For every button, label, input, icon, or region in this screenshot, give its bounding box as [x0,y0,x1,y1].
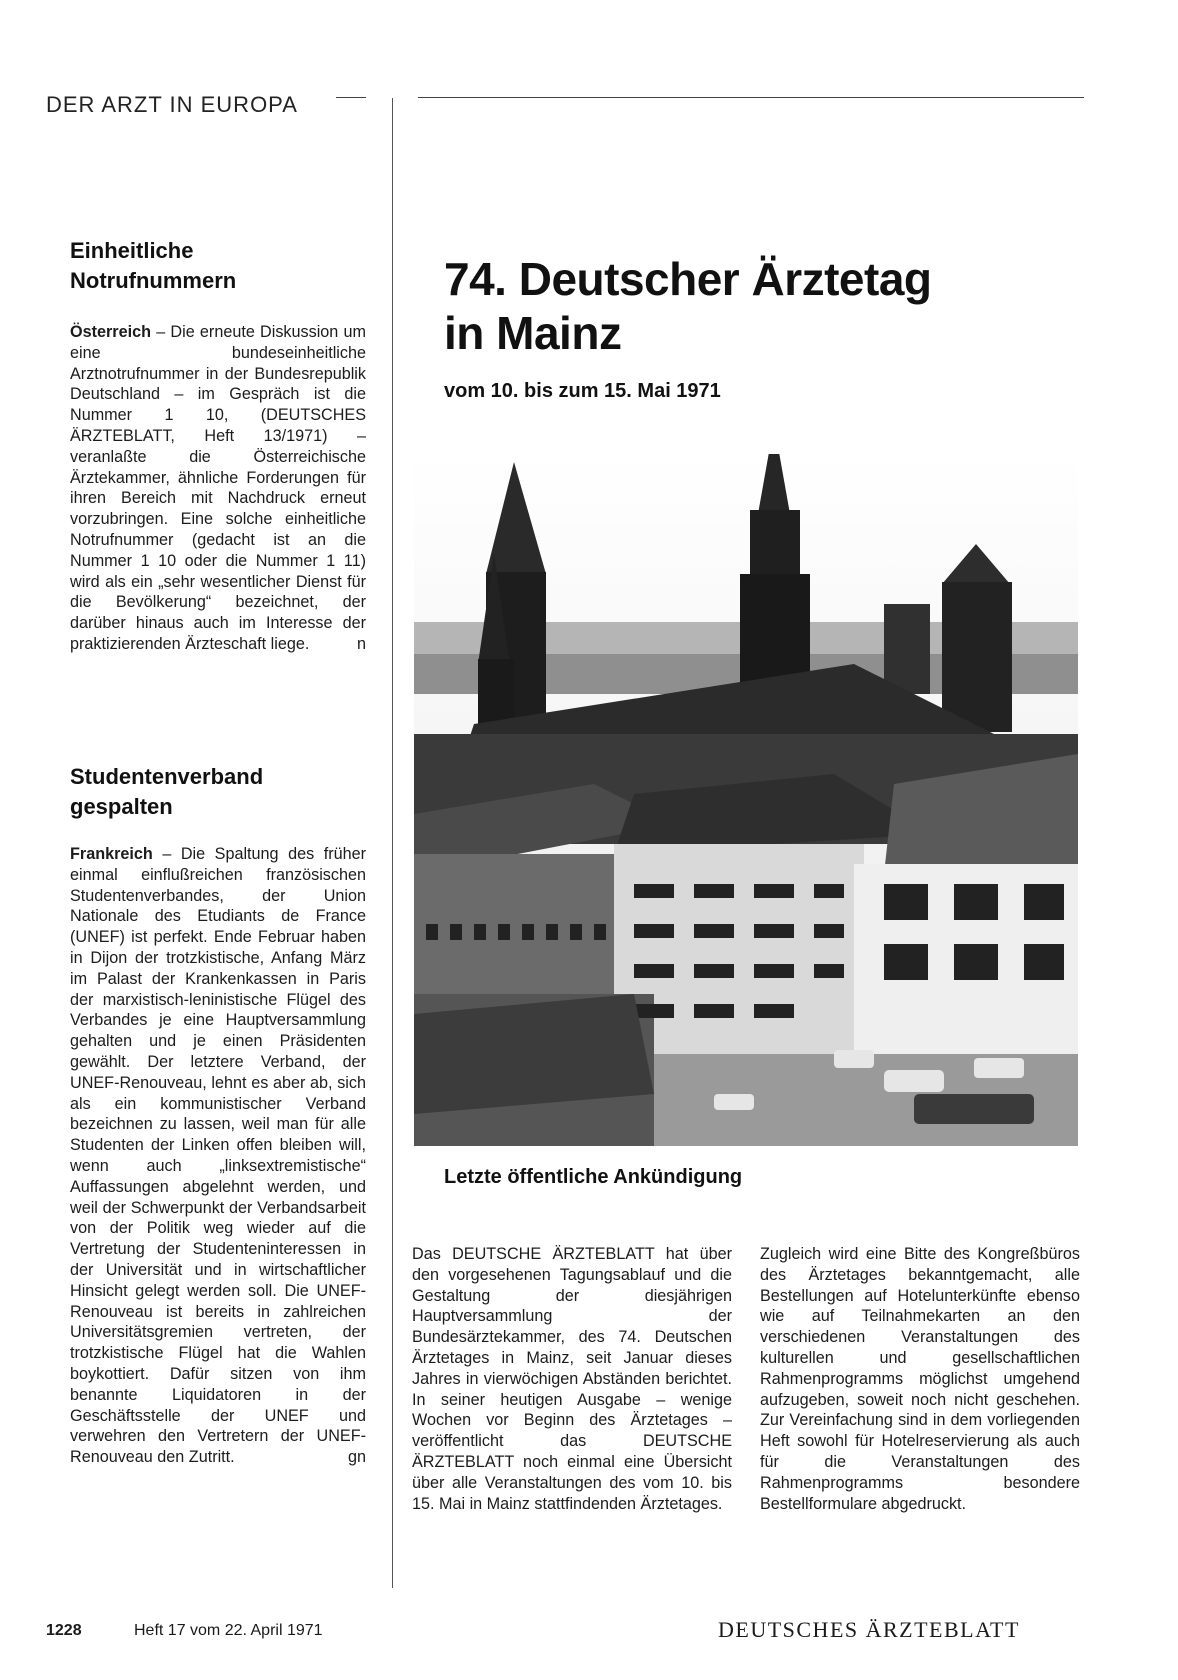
page-number: 1228 [46,1622,82,1639]
issue-info: Heft 17 vom 22. April 1971 [134,1622,323,1639]
article-body: Frankreich – Die Spaltung des früher einmal einflußreichen französischen Studentenverbandes, der Union Nationale des Etudiants de France (UNEF) ist perfekt. Ende Februar haben in Dijon der trotzkistische, Anfang März im Palast der Krankenkassen in Paris der marxistisch-leninistische Flügel des Verbandes je eine Hauptversammlung gehalten und je einen Präsidenten gewählt. Der letztere Verband, der UNEF-Renouveau, lehnt es aber ab, sich als ein kommunistischer Verband bezeichnen zu lassen, weil man für alle Studenten der Linken offen bleiben will, wenn auch „linksextremistische“ Auffassungen abgelehnt werden, und weil der Schwerpunkt der Verbandsarbeit von der Politik weg wieder auf die Vertretung der Studenteninteressen in der Universität und in wirtschaftlicher Hinsicht gelegt werden soll. Die UNEF-Renouveau ist bereits in zahlreichen Universitätsgremien vertreten, der trotzkistische Flügel hat die Wahlen boykottiert. Dafür sitzen von ihm benannte Liquidatoren in der Geschäftsstelle der UNEF und verwehren den Vertretern der UNEF-Renouveau den Zutritt. gn [70,845,366,1467]
article-headline: Einheitliche Notrufnummern [70,238,237,293]
main-title: 74. Deutscher Ärztetag in Mainz [444,253,932,359]
main-article-column-2: Zugleich wird eine Bitte des Kongreßbüros des Ärztetages bekanntgemacht, alle Bestellungen auf Hotelunterkünfte ebenso wie auf Teilnahmekarten an den verschiedenen Veranstaltungen des kulturellen und gesellschaftlichen Rahmenprogramms möglichst umgehend aufzugeben, soweit noch nicht geschehen. Zur Vereinfachung sind in dem vorliegenden Heft sowohl für Hotelreservierung als auch für die Veranstaltungen des Rahmenprogramms besondere Bestellformulare abgedruckt. [760,1245,1080,1513]
article-body: Österreich – Die erneute Diskussion um eine bundeseinheitliche Arztnotrufnummer in der Bundesrepublik Deutschland – im Gespräch ist die Nummer 1 10, (DEUTSCHES ÄRZTEBLATT, Heft 13/1971) – veranlaßte die Österreichische Ärztekammer, ähnliche Forderungen für ihren Bereich mit Nachdruck erneut vorzubringen. Eine solche einheitliche Notrufnummer (gedacht ist an die Nummer 1 10 oder die Nummer 1 11) wird als ein „sehr wesentlicher Dienst für die Bevölkerung“ bezeichnet, der darüber hinaus auch im Interesse der praktizierenden Ärzteschaft liege. n [70,323,367,653]
photo-caption: Letzte öffentliche Ankündigung [444,1166,743,1188]
article-lead: Frankreich [70,845,153,863]
main-subtitle: vom 10. bis zum 15. Mai 1971 [444,380,721,402]
header-rule-long [418,97,1084,98]
author-mark: n [356,634,366,653]
column-divider [392,98,393,1588]
author-mark: gn [347,1448,366,1467]
article-lead: Österreich [70,323,151,341]
section-label: DER ARZT IN EUROPA [46,92,298,117]
publication-name: DEUTSCHES ÄRZTEBLATT [718,1617,1020,1642]
mainz-cathedral-photo [414,454,1078,1146]
article-student-union [70,762,366,1468]
header-rule-short [336,97,366,98]
article-headline: Studentenverband gespalten [70,764,264,819]
article-emergency-numbers [70,236,366,655]
main-article-column-1: Das DEUTSCHE ÄRZTEBLATT hat über den vorgesehenen Tagungsablauf und die Gestaltung der diesjährigen Hauptversammlung der Bundesärztekammer, des 74. Deutschen Ärztetages in Mainz, seit Januar dieses Jahres in vierwöchigen Abständen berichtet. In seiner heutigen Ausgabe – wenige Wochen vor Beginn des Ärztetages – veröffentlicht das DEUTSCHE ÄRZTEBLATT noch einmal eine Übersicht über alle Veranstaltungen des vom 10. bis 15. Mai in Mainz stattfindenden Ärztetages. [412,1245,732,1513]
